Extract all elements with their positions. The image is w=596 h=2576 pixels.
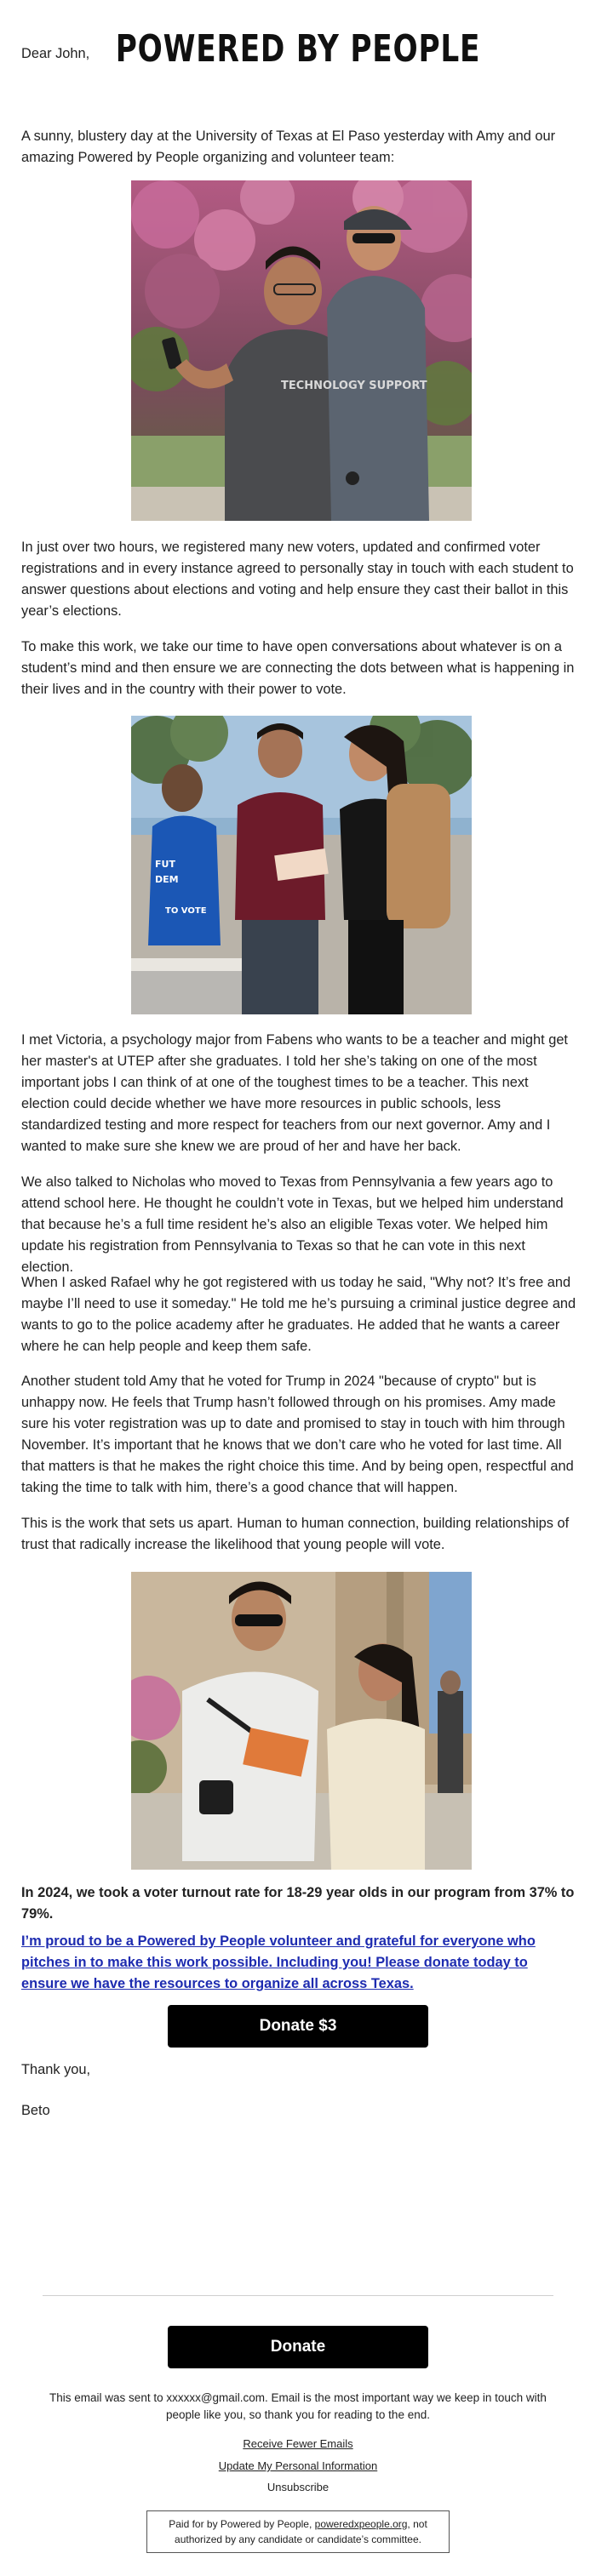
shirt-text-b: DEM [155, 874, 179, 885]
photo-two-volunteers [131, 1572, 472, 1870]
photo-volunteers-image [131, 1572, 472, 1870]
powered-by-people-logo: POWERED BY PEOPLE [115, 27, 481, 71]
disclaimer-website-link[interactable]: poweredxpeople.org [314, 2518, 408, 2530]
donate-appeal-link[interactable]: I’m proud to be a Powered by People volunteer and grateful for everyone who pitches in to make this work possible. Including you! Please donate today to ensure we have the resources to organize all across Texas. [21, 1933, 536, 1991]
disclaimer-suffix: , not authorized by any candidate or candidate’s committee. [175, 2518, 427, 2545]
fewer-emails-row [0, 2436, 596, 2452]
receive-fewer-emails-link[interactable]: Receive Fewer Emails [243, 2437, 353, 2450]
signoff: Thank you, [21, 2062, 91, 2077]
update-info-row [0, 2459, 596, 2474]
shirt-text-c: TO VOTE [165, 906, 207, 916]
unsubscribe-link[interactable]: Unsubscribe [266, 2481, 330, 2493]
paragraph-open-conversations: To make this work, we take our time to have open conversations about whatever is on a student’s mind and then ensure we are connecting the dots between what is happening in their lives and in the country with their power to vote. [21, 639, 575, 697]
photo-selfie-image [131, 180, 472, 521]
paragraph-rafael: When I asked Rafael why he got registered with us today he said, "Why not? It’s free and maybe I’ll need to use it someday." He told me he’s pursuing a criminal justice degree and wants to go to the police academy after he graduates. He added that he wants a career where he can help people and keep them safe. [21, 1275, 576, 1354]
paragraph-nicholas: We also talked to Nicholas who moved to Texas from Pennsylvania a few years ago to attend school here. He thought he couldn’t vote in Texas, but we helped him understand that because he’s a full time resident he’s also an eligible Texas voter. We helped him update his registration from Pennsylvania to Texas so that he can vote in this next election. [21, 1174, 564, 1275]
email-notice: This email was sent to xxxxxx@gmail.com. Email is the most important way we keep in touch with people like you, so thank you for reading to the end. [49, 2391, 547, 2421]
paragraph-intro: A sunny, blustery day at the University of Texas at El Paso yesterday with Amy and our amazing Powered by People organizing and volunteer team: [21, 129, 556, 165]
paragraph-connection: This is the work that sets us apart. Human to human connection, building relationships of trust that radically increase the likelihood that young people will vote. [21, 1516, 570, 1552]
disclaimer-prefix: Paid for by Powered by People, [169, 2518, 312, 2530]
paragraph-victoria: I met Victoria, a psychology major from Fabens who wants to be a teacher and might get her master's at UTEP after she graduates. I told her she’s taking on one of the most important jobs I can think of at one of the toughest times to be a teacher. This next election could decide whether we have more resources in public schools, less standardized testing and more respect for teachers from our next governor. Amy and I wanted to make sure she knew we are proud of her and have her back. [21, 1032, 568, 1154]
donate-3-button[interactable]: Donate $3 [168, 2005, 428, 2048]
signature: Beto [21, 2103, 50, 2118]
greeting: Dear John, [21, 46, 90, 61]
paragraph-trump-voter: Another student told Amy that he voted for Trump in 2024 "because of crypto" but is unhappy now. He feels that Trump hasn’t followed through on his promises. Amy made sure his voter registration was up to date and promised to stay in touch with him through November. It’s important that he knows that we don’t care who he voted for last time. All that matters is that he makes the right choice this time. And by being open, respectful and taking the time to talk with him, there’s a good chance that will happen. [21, 1374, 574, 1495]
turnout-highlight: In 2024, we took a voter turnout rate for 18-29 year olds in our program from 37% to 79%. [21, 1885, 575, 1922]
shirt-text-a: FUT [155, 859, 175, 870]
photo-registration-image [131, 716, 472, 1014]
paragraph-registration: In just over two hours, we registered many new voters, updated and confirmed voter registrations and in every instance agreed to personally stay in touch with each student to answer questions about elections and voting and help ensure they cast their ballot in this year’s elections. [21, 540, 574, 619]
footer-divider [43, 2295, 553, 2296]
shirt-text: TECHNOLOGY SUPPORT [281, 380, 427, 392]
paid-for-disclaimer [146, 2510, 450, 2553]
photo-registration-table [131, 716, 472, 1014]
photo-selfie [131, 180, 472, 521]
footer-donate-button[interactable]: Donate [168, 2326, 428, 2368]
update-personal-info-link[interactable]: Update My Personal Information [218, 2459, 378, 2472]
unsubscribe-row [0, 2480, 596, 2495]
